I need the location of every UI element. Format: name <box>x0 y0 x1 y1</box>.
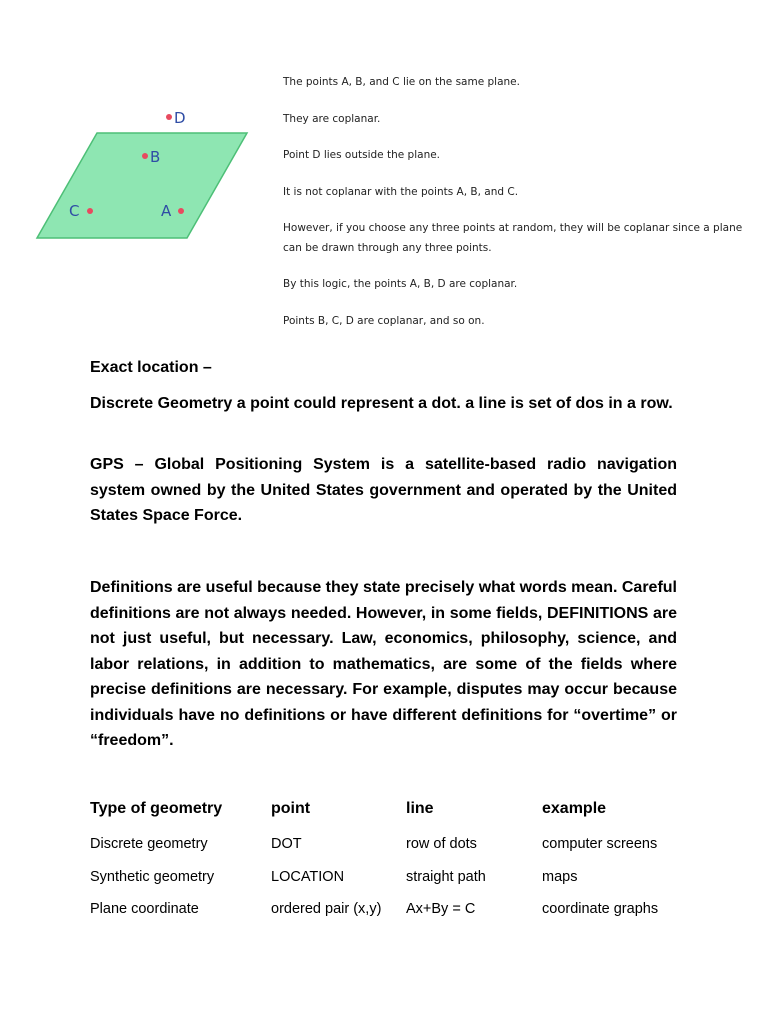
paragraph-gps: GPS – Global Positioning System is a satellite-based radio navigation system owned by the United States government and operated by the United States Space Force. <box>90 456 677 524</box>
table-cell: Plane coordinate <box>90 901 199 917</box>
point-c-dot <box>87 208 93 214</box>
paragraph-discrete-geometry: Discrete Geometry a point could represent a dot. a line is set of dos in a row. <box>90 395 673 412</box>
table-cell: LOCATION <box>271 869 345 885</box>
note-line: They are coplanar. <box>283 113 381 125</box>
note-line: It is not coplanar with the points A, B, and C. <box>283 186 519 198</box>
point-a-label: A <box>161 202 172 220</box>
table-cell: coordinate graphs <box>542 901 659 917</box>
table-cell: ordered pair (x,y) <box>271 901 382 917</box>
point-a-dot <box>178 208 184 214</box>
note-line: However, if you choose any three points at random, they will be coplanar since a plane can be drawn through any three points. <box>283 222 743 254</box>
point-b-label: B <box>150 148 161 166</box>
note-line: The points A, B, and C lie on the same plane. <box>283 76 520 88</box>
table-cell: Discrete geometry <box>90 836 208 852</box>
coplanar-figure <box>30 96 260 246</box>
table-header-cell: example <box>542 800 607 817</box>
table-cell: straight path <box>406 869 486 885</box>
table-cell: Synthetic geometry <box>90 869 215 885</box>
table-cell: row of dots <box>406 836 477 852</box>
table-header-cell: line <box>406 800 434 817</box>
note-line: Points B, C, D are coplanar, and so on. <box>283 315 485 327</box>
note-line: By this logic, the points A, B, D are coplanar. <box>283 278 518 290</box>
table-header-cell: Type of geometry <box>90 800 223 817</box>
table-cell: computer screens <box>542 836 658 852</box>
point-b-dot <box>142 153 148 159</box>
note-line: Point D lies outside the plane. <box>283 149 441 161</box>
table-cell: maps <box>542 869 578 885</box>
table-cell: DOT <box>271 836 302 852</box>
heading-exact-location: Exact location – <box>90 359 212 376</box>
table-cell: Ax+By = C <box>406 901 476 917</box>
paragraph-definitions: Definitions are useful because they state precisely what words mean. Careful definitions are not always needed. However, in some fields, DEFINITIONS are not just useful, but necessary. Law, economics, philosophy, science, and labor relations, in addition to mathematics, are some of the fields where precise definitions are necessary. For example, disputes may occur because individuals have no definitions or have different definitions for “overtime” or “freedom”. <box>90 579 677 749</box>
point-d-label: D <box>174 109 186 127</box>
table-header-cell: point <box>271 800 311 817</box>
point-c-label: C <box>69 202 80 220</box>
plane-shape <box>37 133 247 238</box>
point-d-dot <box>166 114 172 120</box>
